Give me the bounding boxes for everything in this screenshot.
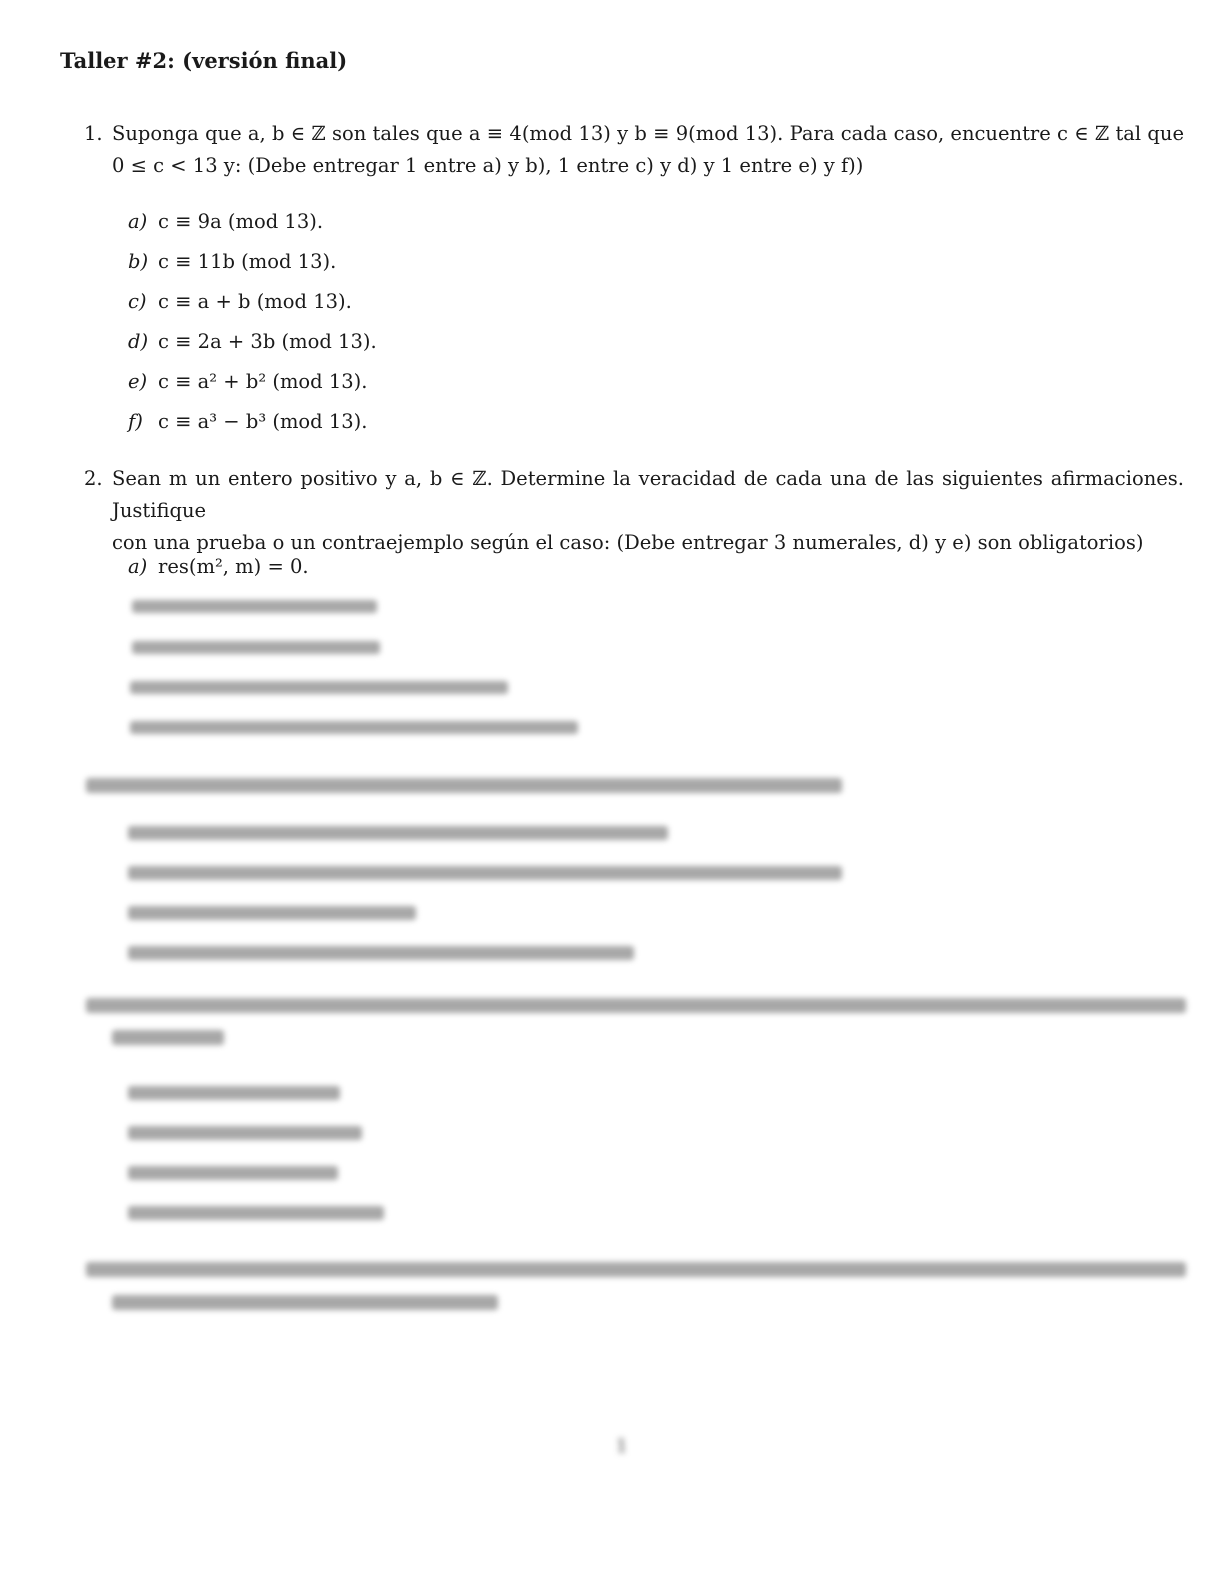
subitem-b	[128, 248, 336, 276]
page-title: Taller #2: (versión final)	[60, 48, 348, 73]
blurred-line	[128, 1206, 384, 1220]
blurred-line	[132, 600, 377, 613]
blurred-line	[112, 1295, 498, 1310]
problem-2	[84, 463, 1184, 559]
blurred-line	[128, 866, 842, 880]
item-expression: c ≡ a² + b² (mod 13).	[158, 370, 368, 393]
blurred-line	[86, 998, 1186, 1013]
problem-1	[84, 118, 1184, 182]
item-label: b)	[128, 250, 149, 273]
item-label: e)	[128, 370, 148, 393]
item-label: c)	[128, 290, 147, 313]
problem-text-line: Suponga que a, b ∈ ℤ son tales que a ≡ 4(mod 13) y b ≡ 9(mod 13). Para cada caso, encuentre c ∈ ℤ tal que	[112, 122, 1184, 145]
item-label: a)	[128, 210, 148, 233]
problem-number: 1.	[84, 122, 103, 145]
page-number: 1	[616, 1436, 628, 1457]
item-expression: c ≡ 2a + 3b (mod 13).	[158, 330, 377, 353]
blurred-line	[128, 826, 668, 840]
problem-text-line: con una prueba o un contraejemplo según el caso: (Debe entregar 3 numerales, d) y e) son obligatorios)	[112, 531, 1144, 554]
problem-number: 2.	[84, 467, 103, 490]
item-expression: res(m², m) = 0.	[158, 555, 309, 578]
blurred-line	[128, 906, 416, 920]
item-expression: c ≡ 11b (mod 13).	[158, 250, 337, 273]
subitem-d	[128, 328, 377, 356]
subitem-a	[128, 208, 323, 236]
item-label: a)	[128, 555, 148, 578]
blurred-line	[130, 681, 508, 694]
item-label: f)	[128, 410, 143, 433]
blurred-line	[112, 1030, 224, 1045]
subitem-e	[128, 368, 367, 396]
blurred-line	[128, 1166, 338, 1180]
subitem-c	[128, 288, 352, 316]
subitem-f	[128, 408, 367, 436]
item-label: d)	[128, 330, 149, 353]
blurred-line	[86, 778, 842, 793]
blurred-line	[130, 721, 578, 734]
subitem-a	[128, 553, 309, 581]
item-expression: c ≡ a³ − b³ (mod 13).	[158, 410, 368, 433]
blurred-line	[128, 1086, 340, 1100]
problem-statement	[112, 118, 1184, 182]
problem-statement	[112, 463, 1184, 559]
blurred-line	[132, 641, 380, 654]
blurred-line	[128, 1126, 362, 1140]
problem-text-line: Sean m un entero positivo y a, b ∈ ℤ. Determine la veracidad de cada una de las siguientes afirmaciones. Justifique	[112, 467, 1184, 522]
item-expression: c ≡ a + b (mod 13).	[158, 290, 352, 313]
problem-text-line: 0 ≤ c < 13 y: (Debe entregar 1 entre a) y b), 1 entre c) y d) y 1 entre e) y f))	[112, 154, 864, 177]
item-expression: c ≡ 9a (mod 13).	[158, 210, 324, 233]
blurred-line	[128, 946, 634, 960]
blurred-line	[86, 1262, 1186, 1277]
